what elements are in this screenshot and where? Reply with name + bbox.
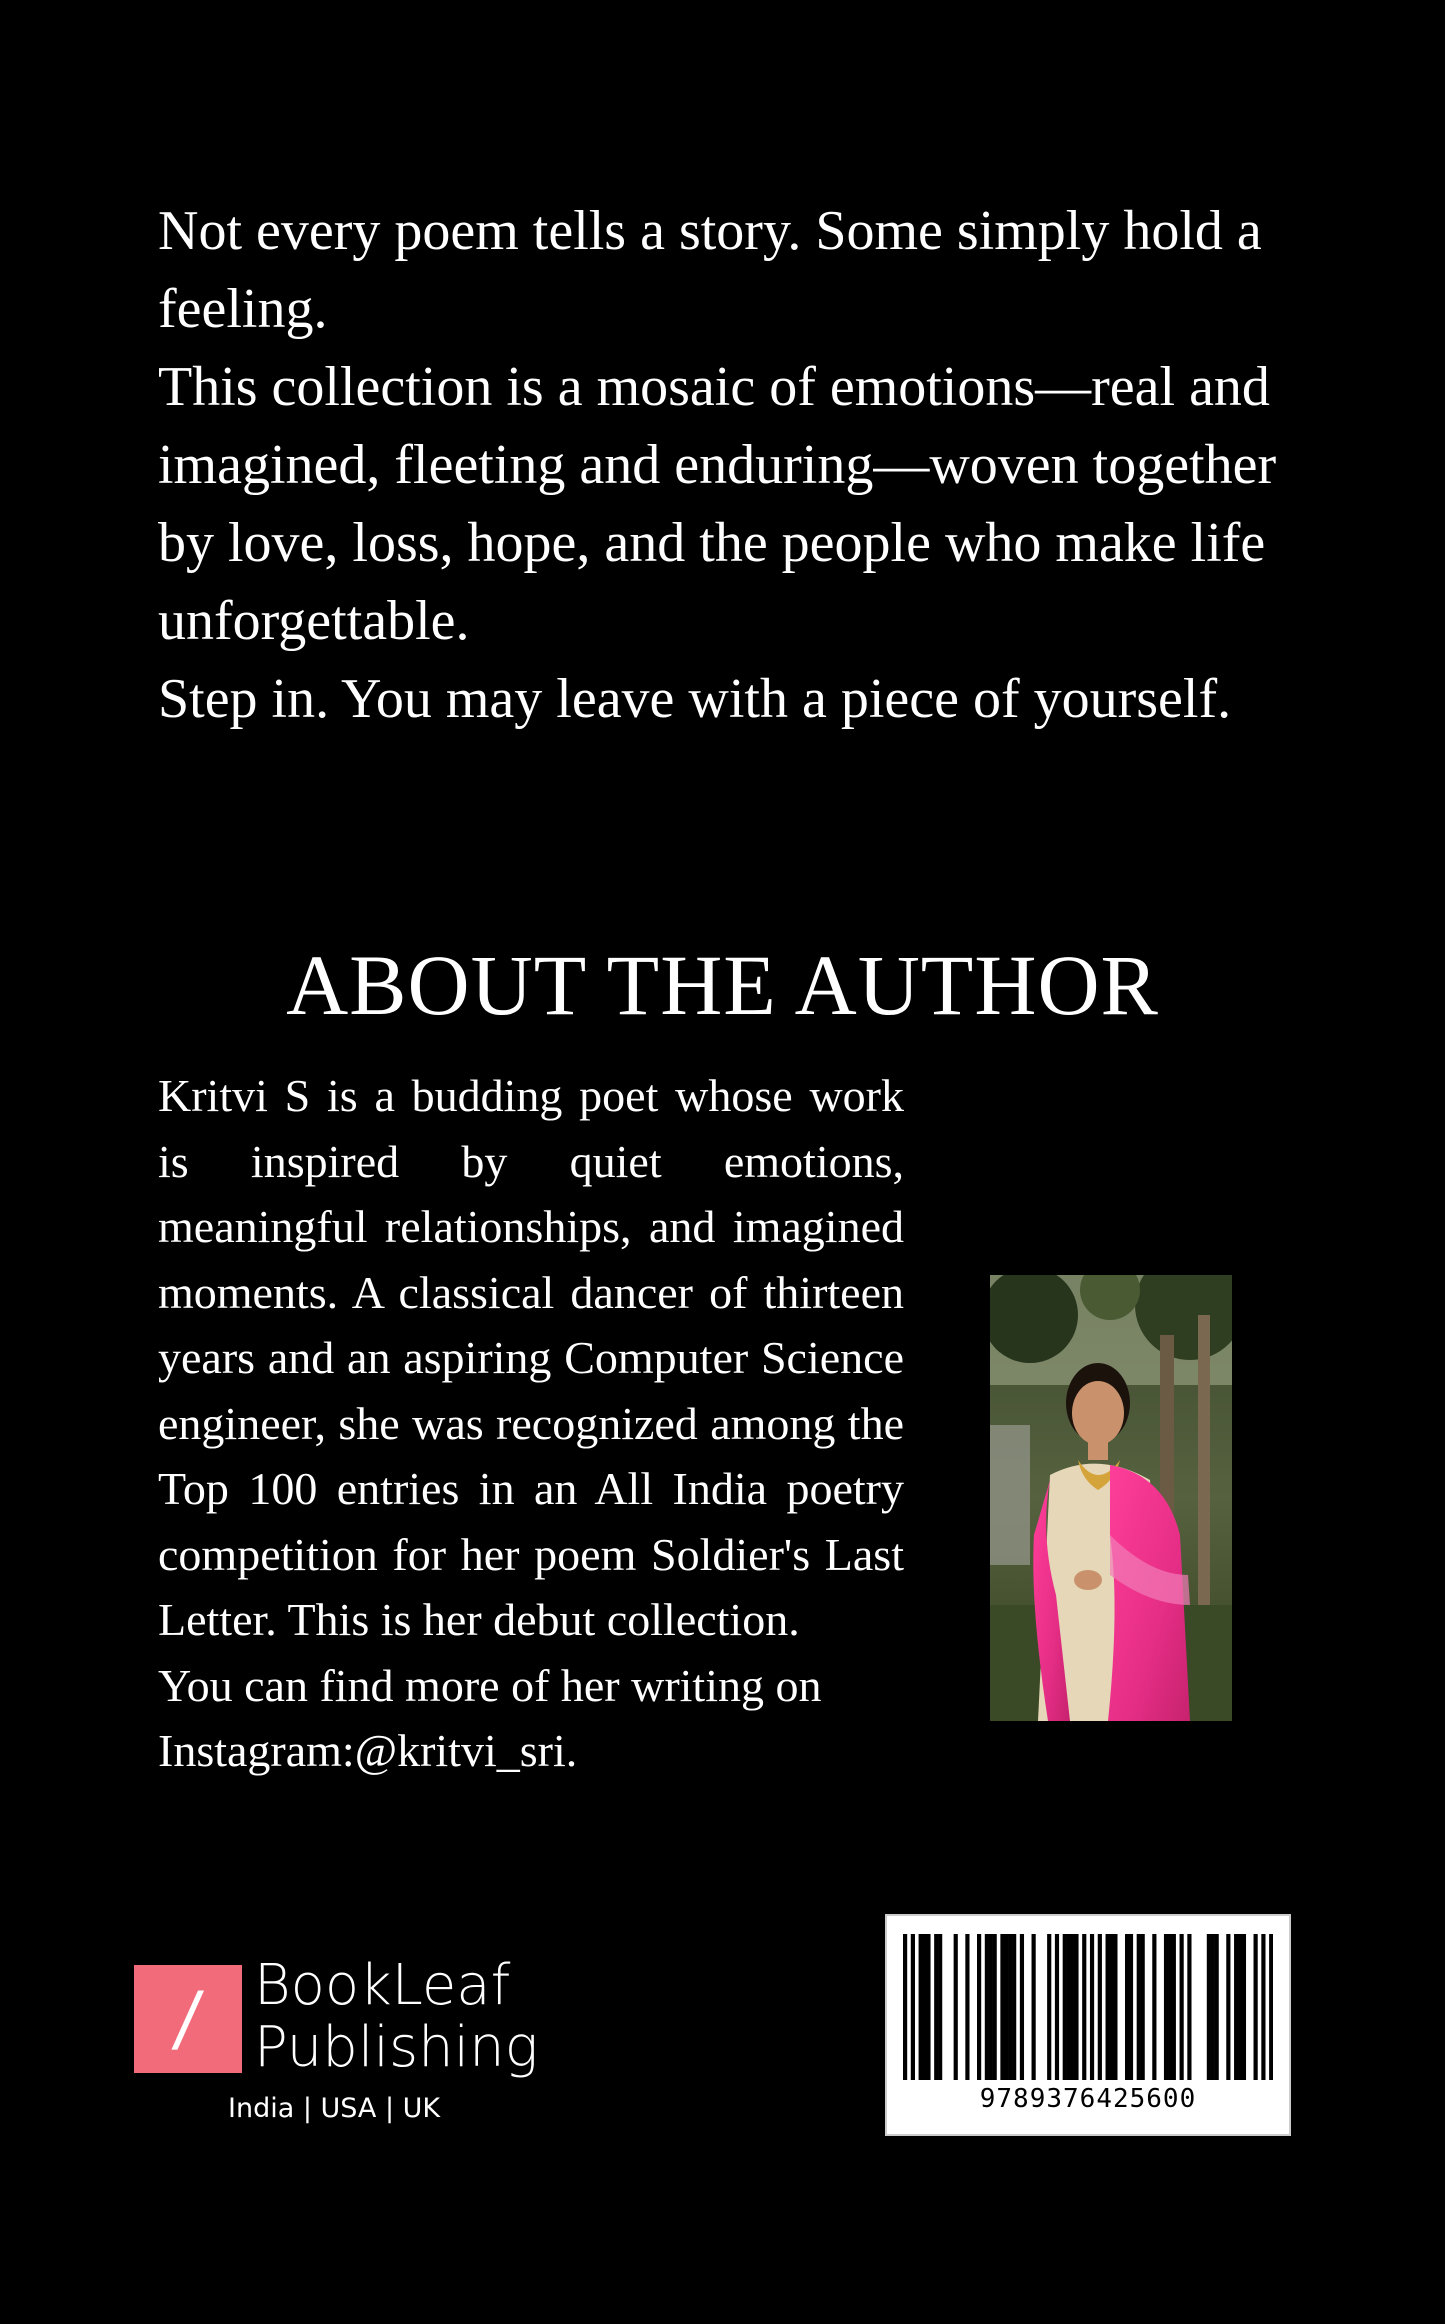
isbn-number: 9789376425600 [979, 2084, 1197, 2114]
author-photo [990, 1275, 1232, 1721]
author-contact-text: You can find more of her writing on Instagram:@kritvi_sri. [158, 1659, 822, 1776]
barcode-bars-icon [903, 1934, 1273, 2080]
isbn-barcode [885, 1914, 1291, 2136]
publisher-logo-mark [134, 1965, 242, 2073]
back-cover-blurb [158, 192, 1298, 738]
blurb-paragraph-3: Step in. You may leave with a piece of yourself. [158, 668, 1232, 730]
publisher-name [254, 1955, 538, 2079]
publisher-logo [134, 1953, 554, 2141]
author-bio [158, 1063, 904, 1784]
slash-icon: / [169, 1976, 207, 2060]
author-bio-text: Kritvi S is a budding poet whose work is inspired by quiet emotions, meaningful relationships, and imagined moments. A classical dancer of thirteen years and an aspiring Computer Science engineer, she was recognized among the Top 100 entries in an All India poetry competition for her poem Soldier's Last Letter. This is her debut collection. [158, 1070, 904, 1645]
publisher-name-line-1: BookLeaf [254, 1953, 511, 2018]
blurb-paragraph-2: This collection is a mosaic of emotions—real and imagined, fleeting and enduring—woven together by love, loss, hope, and the people who make life unforgettable. [158, 356, 1277, 652]
publisher-name-line-2: Publishing [254, 2015, 539, 2080]
about-the-author-heading: ABOUT THE AUTHOR [286, 937, 1159, 1033]
publisher-regions: India | USA | UK [228, 2093, 441, 2124]
blurb-paragraph-1: Not every poem tells a story. Some simply hold a feeling. [158, 200, 1262, 340]
